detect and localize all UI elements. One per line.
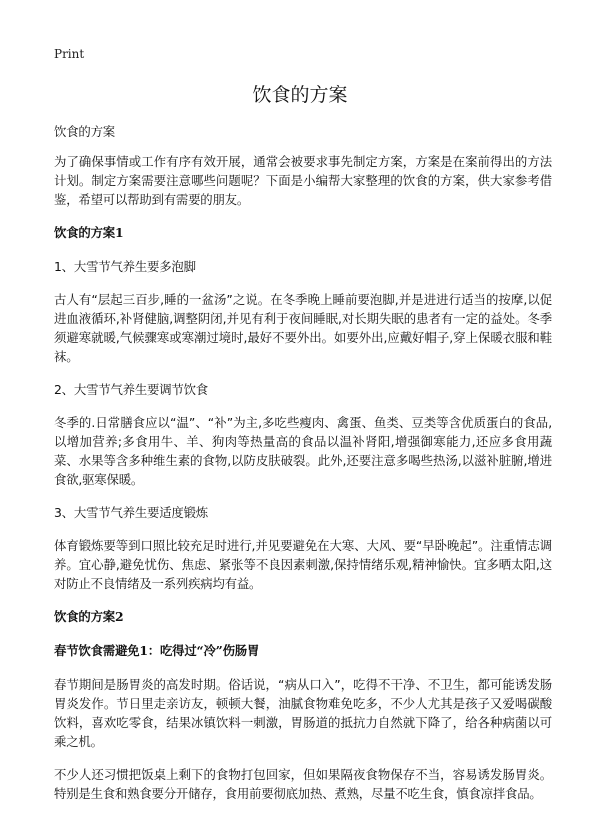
section1-item3-title: 3、大雪节气养生要适度锻炼	[54, 505, 208, 520]
section1-item2-text: 冬季的.日常膳食应以“温”、“补”为主,多吃些瘦肉、禽蛋、鱼类、豆类等含优质蛋白的食品,以增加营养;多食用牛、羊、狗肉等热量高的食品以温补肾阳,增强御寒能力,还应多食用蔬菜、水果等含多种维生素的食物,以防皮肤破裂。此外,还要注意多喝些热汤,以滋补脏腑,增进食欲,驱寒保暖。	[54, 415, 552, 487]
section2-subheading: 春节饮食需避免1：吃得过“冷”伤肠胃	[54, 643, 260, 658]
document-subtitle: 饮食的方案	[54, 124, 115, 139]
section1-heading: 饮食的方案1	[54, 225, 124, 240]
intro-paragraph: 为了确保事情或工作有序有效开展，通常会被要求事先制定方案，方案是在案前得出的方法计划。制定方案需要注意哪些问题呢？下面是小编帮大家整理的饮食的方案，供大家参考借鉴，希望可以帮助到有需要的朋友。	[54, 154, 552, 207]
section1-item1-title: 1、大雪节气养生要多泡脚	[54, 259, 196, 274]
section2-paragraph-2: 不少人还习惯把饭桌上剩下的食物打包回家，但如果隔夜食物保存不当，容易诱发肠胃炎。特别是生食和熟食要分开储存，食用前要彻底加热、煮熟，尽量不吃生食，慎食凉拌食品。	[54, 767, 552, 801]
section1-item3-text: 体育锻炼要等到口照比较充足时进行,并见要避免在大寒、大风、要“早卧晚起”。注重情志调养。宜心静,避免忧伤、焦虑、紧张等不良因素刺激,保持情绪乐观,精神愉快。宜多晒太阳,这对防止不良情绪及一系列疾病均有益。	[54, 538, 552, 591]
print-link[interactable]: Print	[54, 47, 85, 61]
page-title: 饮食的方案	[252, 84, 348, 106]
section1-item1-text: 古人有“层起三百步,睡的一盆汤”之说。在冬季晚上睡前要泡脚,并是进进行适当的按摩,以促进血液循环,补肾健脑,调整阴闭,并见有利于夜间睡眠,对长期失眠的患者有一定的益处。冬季须避寒就暖,气候骤寒或寒潮过境时,最好不要外出。如要外出,应戴好帽子,穿上保暖衣服和鞋袜。	[54, 292, 552, 364]
section2-paragraph-1: 春节期间是肠胃炎的高发时期。俗话说，“病从口入”，吃得不干净、不卫生，都可能诱发肠胃炎发作。节日里走亲访友，顿顿大餐，油腻食物难免吃多，不少人尤其是孩子又爱喝碳酸饮料，喜欢吃零食，结果冰镇饮料一刺激，胃肠道的抵抗力自然就下降了，给各种病菌以可乘之机。	[54, 677, 552, 749]
document-body	[54, 122, 552, 803]
section1-item2-title: 2、大雪节气养生要调节饮食	[54, 382, 208, 397]
section2-heading: 饮食的方案2	[54, 609, 124, 624]
